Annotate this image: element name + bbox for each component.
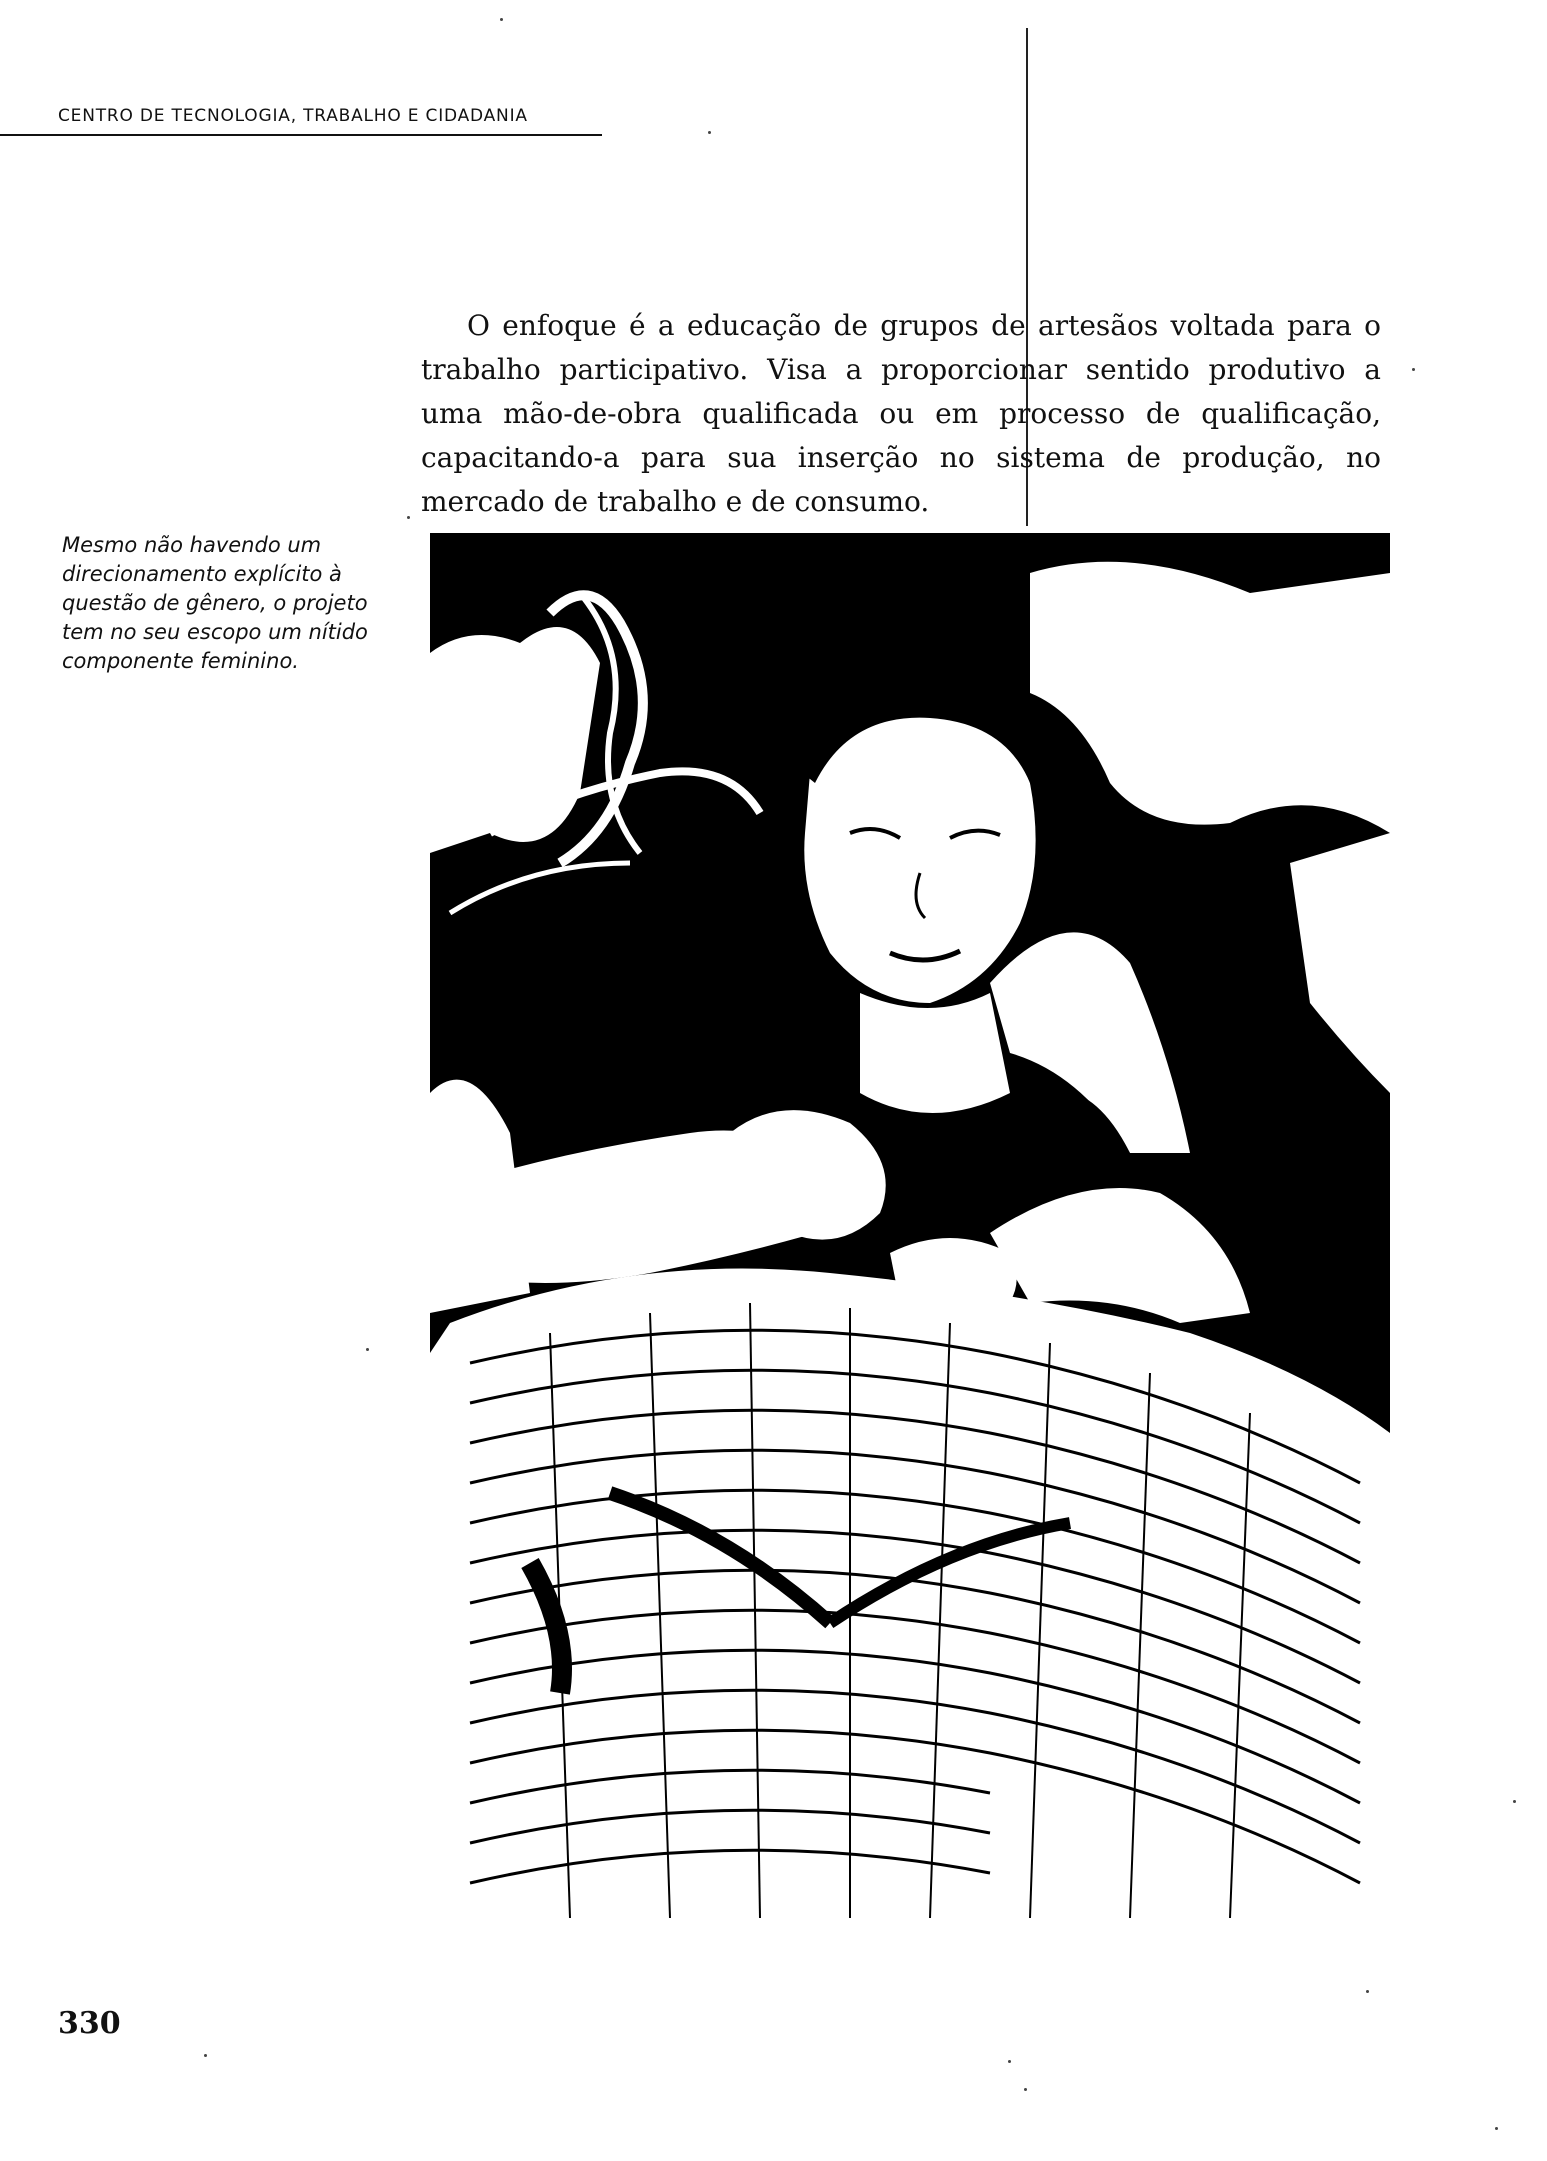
scan-speck [1412,368,1415,371]
photo-woman-weaving-basket [430,533,1390,1918]
scan-speck [366,1348,369,1351]
scan-speck [407,516,410,519]
page-number: 330 [58,2006,121,2041]
margin-note: Mesmo não havendo um direcionamento explícito à questão de gênero, o projeto tem no seu escopo um nítido componente feminino. [62,533,368,673]
photo-illustration [430,533,1390,1918]
scan-speck [500,18,503,21]
header-rule [0,134,602,136]
scan-speck [1366,1990,1369,1993]
scan-speck [204,2054,207,2057]
scan-speck [1513,1800,1516,1803]
running-header: CENTRO DE TECNOLOGIA, TRABALHO E CIDADANIA [58,106,528,126]
scan-speck [708,131,711,134]
scan-speck [1024,2088,1027,2091]
scan-speck [1495,2127,1498,2130]
scan-speck [1008,2060,1011,2063]
body-paragraph: O enfoque é a educação de grupos de artesãos voltada para o trabalho participativo. Visa a proporcionar sentido produtivo a uma mão-de-obra qualificada ou em processo de qualificação, capacitando-a para sua inserção no sistema de produção, no mercado de trabalho e de consumo. [421,309,1381,518]
